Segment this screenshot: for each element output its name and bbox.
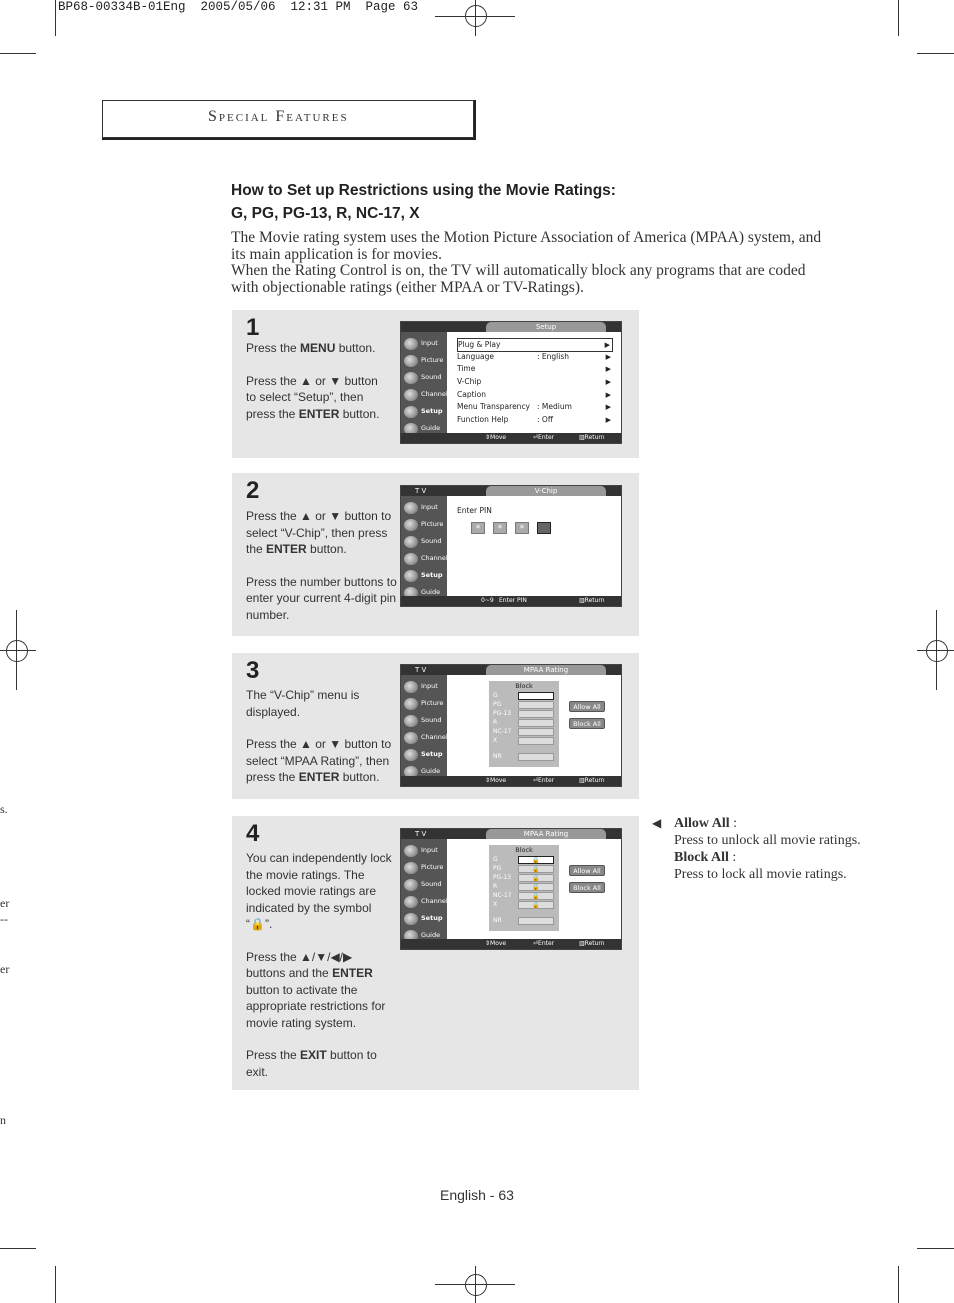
page-heading: How to Set up Restrictions using the Movie Ratings: (231, 182, 616, 199)
step-instructions (246, 508, 398, 639)
pin-digit-empty (537, 522, 551, 534)
tv-sidebar-label: Picture (421, 863, 444, 871)
step-number: 2 (246, 477, 260, 504)
instruction (246, 508, 398, 558)
return-hint-label: Return (584, 597, 605, 604)
rating-row-x (492, 901, 556, 910)
tv-sidebar-sound (403, 713, 447, 729)
return-hint: ▥ Return (579, 434, 605, 441)
setup-icon (404, 913, 418, 925)
picture-icon (404, 698, 418, 710)
tv-sidebar-channel (403, 730, 447, 746)
menu-item-time (457, 363, 613, 375)
rating-block-cell (518, 710, 554, 718)
block-all-note: Block All : (674, 850, 737, 865)
rating-row-pg-13 (492, 874, 556, 883)
tv-screen-mpaa-locked (400, 828, 622, 950)
step-3-panel (232, 653, 639, 799)
instruction: Press the number buttons to enter your current 4-digit pin number. (246, 574, 397, 622)
instruction-text: Press the ▲/▼/◀/▶ buttons and the (246, 949, 353, 980)
tv-sidebar-label: Picture (421, 699, 444, 707)
rating-label: G (493, 692, 498, 699)
edge-fragment: -- (0, 912, 8, 926)
sound-icon (404, 536, 418, 548)
tv-menu-title: V-Chip (486, 486, 606, 496)
arrow-right-icon: ▶ (605, 353, 611, 361)
tv-help-bar (401, 433, 621, 443)
registration-mark (6, 640, 28, 662)
enter-hint-label: Enter (538, 777, 555, 784)
arrow-right-icon: ▶ (605, 378, 611, 386)
rating-row-pg (492, 701, 556, 710)
input-icon (404, 845, 418, 857)
rating-label: PG (493, 865, 502, 872)
button-name: EXIT (300, 1048, 327, 1062)
menu-item-caption (457, 389, 613, 401)
rating-row-x (492, 737, 556, 746)
tv-sidebar-label: Channel (421, 733, 448, 741)
rating-label: X (493, 901, 498, 908)
instruction-text: Press the (246, 1048, 301, 1062)
registration-mark (926, 640, 948, 662)
menu-item-label: Caption (457, 390, 486, 399)
print-slug: BP68-00334B-01Eng 2005/05/06 12:31 PM Page 63 (58, 0, 419, 14)
allow-all-button: Allow All (569, 701, 605, 712)
tv-sidebar-picture (403, 517, 447, 533)
enter-hint: ⏎ Enter (533, 940, 555, 947)
registration-mark (465, 1274, 487, 1296)
lock-icon: 🔒 (250, 917, 265, 931)
pin-digit: * (471, 522, 485, 534)
arrow-right-icon: ▶ (605, 403, 611, 411)
crop-mark (0, 53, 36, 54)
enter-pin-hint: Enter PIN (499, 597, 527, 604)
rating-row-r (492, 883, 556, 892)
lock-icon: 🔒 (518, 856, 554, 864)
tv-sidebar-label: Channel (421, 554, 448, 562)
rating-block-cell (518, 692, 554, 700)
rating-block-cell (518, 728, 554, 736)
digits-hint: 0~9 (481, 597, 494, 604)
menu-item-value: : Medium (537, 402, 572, 411)
allow-all-desc: Press to unlock all movie ratings. (674, 833, 861, 848)
tv-sidebar-setup (403, 404, 447, 420)
lock-icon: 🔒 (518, 883, 554, 891)
rating-label: NR (493, 917, 502, 924)
menu-item-plug-and-play (457, 338, 613, 352)
crop-mark (55, 1266, 56, 1303)
move-hint: ⇕ Move (485, 940, 507, 947)
menu-item-label: Time (457, 364, 476, 373)
button-name: ENTER (332, 966, 373, 980)
menu-item-menu-transparency (457, 401, 613, 413)
rating-label: NC-17 (493, 728, 512, 735)
intro-paragraph: The Movie rating system uses the Motion Picture Association of America (MPAA) system, and its main application is for movies. (231, 229, 822, 263)
rating-label: PG-13 (493, 710, 512, 717)
tv-sidebar-input (403, 679, 447, 695)
lock-icon: 🔒 (518, 901, 554, 909)
tv-sidebar-sound (403, 877, 447, 893)
enter-hint: ⏎ Enter (533, 777, 555, 784)
page-heading-ratings: G, PG, PG-13, R, NC-17, X (231, 205, 420, 222)
instruction (246, 373, 386, 423)
menu-item-language (457, 351, 613, 363)
tv-sidebar-label: Sound (421, 880, 442, 888)
tv-source-label: T V (415, 666, 427, 674)
pin-digit: * (493, 522, 507, 534)
rating-label: G (493, 856, 498, 863)
arrow-right-icon: ▶ (605, 365, 611, 373)
instruction-text: button. (339, 406, 380, 421)
registration-mark (465, 5, 487, 27)
step-instructions (246, 340, 386, 438)
instruction: The “V-Chip” menu is displayed. (246, 688, 360, 719)
return-hint-label: Return (584, 940, 605, 947)
step-2-panel (232, 473, 639, 636)
tv-sidebar-input (403, 336, 447, 352)
crop-mark (917, 53, 954, 54)
step-1-panel (232, 310, 639, 458)
menu-item-label: V-Chip (457, 377, 482, 386)
rating-block-cell (518, 719, 554, 727)
rating-label: NC-17 (493, 892, 512, 899)
input-icon (404, 338, 418, 350)
tv-sidebar-label: Sound (421, 537, 442, 545)
channel-icon (404, 553, 418, 565)
step-instructions (246, 850, 392, 1096)
rating-label: PG (493, 701, 502, 708)
input-icon (404, 681, 418, 693)
instruction-text: Press the ▲ or ▼ button to select “MPAA Rating”, then press the (246, 737, 392, 784)
edge-fragment: s. (0, 802, 8, 816)
menu-item-label: Function Help (457, 415, 509, 424)
crop-mark (898, 0, 899, 36)
crop-mark (55, 0, 56, 36)
triangle-left-icon: ◀ (652, 816, 662, 830)
menu-item-label: Language (457, 352, 495, 361)
move-hint: ⇕ Move (485, 434, 507, 441)
rating-label: NR (493, 753, 502, 760)
instruction-text: button. (306, 542, 347, 556)
rating-row-r (492, 719, 556, 728)
block-column-header: Block (515, 846, 533, 854)
pin-label: Enter PIN (457, 506, 492, 515)
crop-mark (917, 1248, 954, 1249)
return-hint: ▥ Return (579, 940, 605, 947)
lock-icon: 🔒 (518, 865, 554, 873)
tv-sidebar-picture (403, 353, 447, 369)
tv-source-label: T V (415, 830, 427, 838)
tv-sidebar-label: Guide (421, 931, 441, 939)
instruction-text: Press the ▲ or ▼ button to select “V-Chip”, then press the (246, 509, 392, 556)
tv-mpaa-panel (451, 841, 617, 937)
tv-menu-title: Setup (486, 322, 606, 332)
return-hint: ▥ Return (579, 597, 605, 604)
tv-sidebar-label: Picture (421, 356, 444, 364)
tv-help-bar (401, 596, 621, 606)
block-all-button: Block All (569, 718, 605, 729)
return-hint-label: Return (584, 434, 605, 441)
tv-menu-title: MPAA Rating (486, 829, 606, 839)
rating-block-cell (518, 701, 554, 709)
block-all-term: Block All (674, 850, 729, 865)
button-name: ENTER (266, 542, 307, 556)
button-name: MENU (300, 341, 336, 355)
crop-mark (0, 1248, 36, 1249)
rating-row-nr (492, 917, 556, 926)
channel-icon (404, 732, 418, 744)
move-hint-label: Move (490, 434, 507, 441)
instruction-text: You can independently lock the movie ratings. The locked movie ratings are indicated by the symbol “ (246, 851, 392, 931)
rating-label: X (493, 737, 498, 744)
tv-sidebar (401, 332, 447, 433)
tv-sidebar-label: Input (421, 846, 438, 854)
tv-sidebar-label: Channel (421, 390, 448, 398)
edge-fragment: er (0, 962, 10, 976)
tv-sidebar-setup (403, 911, 447, 927)
section-title: Special Features (208, 108, 349, 125)
rating-row-nc-17 (492, 728, 556, 737)
mpaa-rating-list (489, 681, 559, 767)
move-hint-label: Move (490, 777, 507, 784)
rating-block-cell (518, 737, 554, 745)
tv-sidebar (401, 496, 447, 596)
instruction-text: Press the (246, 341, 301, 355)
step-number: 4 (246, 820, 260, 847)
edge-fragment: n (0, 1113, 6, 1127)
tv-sidebar-label: Sound (421, 716, 442, 724)
menu-item-function-help (457, 414, 613, 426)
tv-sidebar-label: Setup (421, 571, 443, 579)
sound-icon (404, 879, 418, 891)
channel-icon (404, 389, 418, 401)
intro-paragraph: When the Rating Control is on, the TV will automatically block any programs that are coded with objectionable ratings (either MPAA or TV-Ratings). (231, 262, 806, 296)
section-box-shadow (474, 100, 476, 140)
tv-sidebar-label: Input (421, 339, 438, 347)
tv-mpaa-panel (451, 677, 617, 774)
tv-sidebar-picture (403, 860, 447, 876)
tv-sidebar-label: Input (421, 503, 438, 511)
enter-hint: ⏎ Enter (533, 434, 555, 441)
tv-sidebar-label: Guide (421, 424, 441, 432)
button-name: ENTER (298, 770, 340, 784)
step-number: 3 (246, 657, 260, 684)
block-all-button: Block All (569, 882, 605, 893)
tv-sidebar-label: Channel (421, 897, 448, 905)
sound-icon (404, 372, 418, 384)
tv-sidebar-sound (403, 370, 447, 386)
step-number: 1 (246, 314, 260, 341)
tv-sidebar-label: Setup (421, 750, 443, 758)
rating-row-pg-13 (492, 710, 556, 719)
setup-icon (404, 570, 418, 582)
instruction-text: Press the ▲ or ▼ button to select “Setup”, then press the (246, 373, 378, 421)
channel-icon (404, 896, 418, 908)
return-hint-label: Return (584, 777, 605, 784)
instruction-text: button to activate the appropriate restrictions for movie rating system. (246, 982, 386, 1030)
tv-sidebar-label: Picture (421, 520, 444, 528)
pin-digit: * (515, 522, 529, 534)
tv-sidebar-channel (403, 894, 447, 910)
instruction-text: ”. (264, 917, 273, 931)
block-column-header: Block (515, 682, 533, 690)
rating-row-pg (492, 865, 556, 874)
instruction-text: button. (339, 770, 380, 784)
picture-icon (404, 519, 418, 531)
tv-sidebar-channel (403, 387, 447, 403)
enter-hint-label: Enter (538, 434, 555, 441)
step-4-panel (232, 816, 639, 1090)
rating-block-cell (518, 917, 554, 925)
instruction (246, 850, 392, 933)
instruction (246, 340, 386, 357)
instruction-text: button to exit. (246, 1048, 377, 1079)
lock-icon: 🔒 (518, 874, 554, 882)
tv-sidebar (401, 839, 447, 939)
enter-hint-label: Enter (538, 940, 555, 947)
instruction-text: button. (335, 341, 376, 355)
instruction (246, 736, 394, 786)
picture-icon (404, 862, 418, 874)
tv-help-bar (401, 939, 621, 949)
tv-sidebar-channel (403, 551, 447, 567)
tv-pin-entry (451, 498, 617, 594)
tv-sidebar-label: Guide (421, 588, 441, 596)
intro-text (231, 230, 831, 296)
allow-all-button: Allow All (569, 865, 605, 876)
arrow-right-icon: ▶ (604, 341, 610, 349)
rating-label: R (493, 719, 498, 726)
arrow-right-icon: ▶ (605, 391, 611, 399)
tv-screen-vchip-pin (400, 485, 622, 607)
lock-icon: 🔒 (518, 892, 554, 900)
tv-sidebar-input (403, 500, 447, 516)
arrow-right-icon: ▶ (605, 416, 611, 424)
menu-item-value: : Off (537, 415, 553, 424)
edge-fragment: er (0, 896, 10, 910)
button-name: ENTER (298, 406, 340, 421)
menu-item-v-chip (457, 376, 613, 388)
tv-sidebar-setup (403, 747, 447, 763)
rating-label: R (493, 883, 498, 890)
input-icon (404, 502, 418, 514)
rating-row-nr (492, 753, 556, 762)
tv-sidebar-label: Input (421, 682, 438, 690)
tv-sidebar-label: Setup (421, 914, 443, 922)
menu-item-label: Menu Transparency (457, 402, 531, 411)
tv-menu-list (451, 334, 617, 431)
picture-icon (404, 355, 418, 367)
return-hint: ▥ Return (579, 777, 605, 784)
tv-screen-mpaa (400, 664, 622, 787)
mpaa-rating-list (489, 845, 559, 931)
menu-item-value: : English (537, 352, 569, 361)
tv-sidebar-sound (403, 534, 447, 550)
rating-block-cell (518, 753, 554, 761)
tv-help-bar (401, 776, 621, 786)
move-hint: ⇕ Move (485, 777, 507, 784)
tv-sidebar-input (403, 843, 447, 859)
instruction (246, 1047, 392, 1080)
tv-sidebar-setup (403, 568, 447, 584)
setup-icon (404, 749, 418, 761)
tv-sidebar-label: Sound (421, 373, 442, 381)
tv-sidebar-picture (403, 696, 447, 712)
note-text (674, 815, 874, 883)
sound-icon (404, 715, 418, 727)
tv-screen-setup (400, 321, 622, 444)
allow-all-note: Allow All : (674, 816, 738, 831)
move-hint-label: Move (490, 940, 507, 947)
rating-row-nc-17 (492, 892, 556, 901)
rating-row-g (492, 692, 556, 701)
instruction (246, 949, 392, 1032)
page-footer: English - 63 (440, 1187, 514, 1203)
crop-mark (898, 1266, 899, 1303)
tv-sidebar (401, 675, 447, 776)
menu-item-label: Plug & Play (458, 340, 501, 349)
tv-sidebar-label: Guide (421, 767, 441, 775)
rating-row-g (492, 856, 556, 865)
block-all-desc: Press to lock all movie ratings. (674, 867, 847, 882)
tv-source-label: T V (415, 487, 427, 495)
tv-menu-title: MPAA Rating (486, 665, 606, 675)
setup-icon (404, 406, 418, 418)
tv-sidebar-label: Setup (421, 407, 443, 415)
allow-all-term: Allow All (674, 816, 730, 831)
section-box-shadow (102, 138, 476, 140)
rating-label: PG-13 (493, 874, 512, 881)
step-instructions (246, 687, 394, 802)
